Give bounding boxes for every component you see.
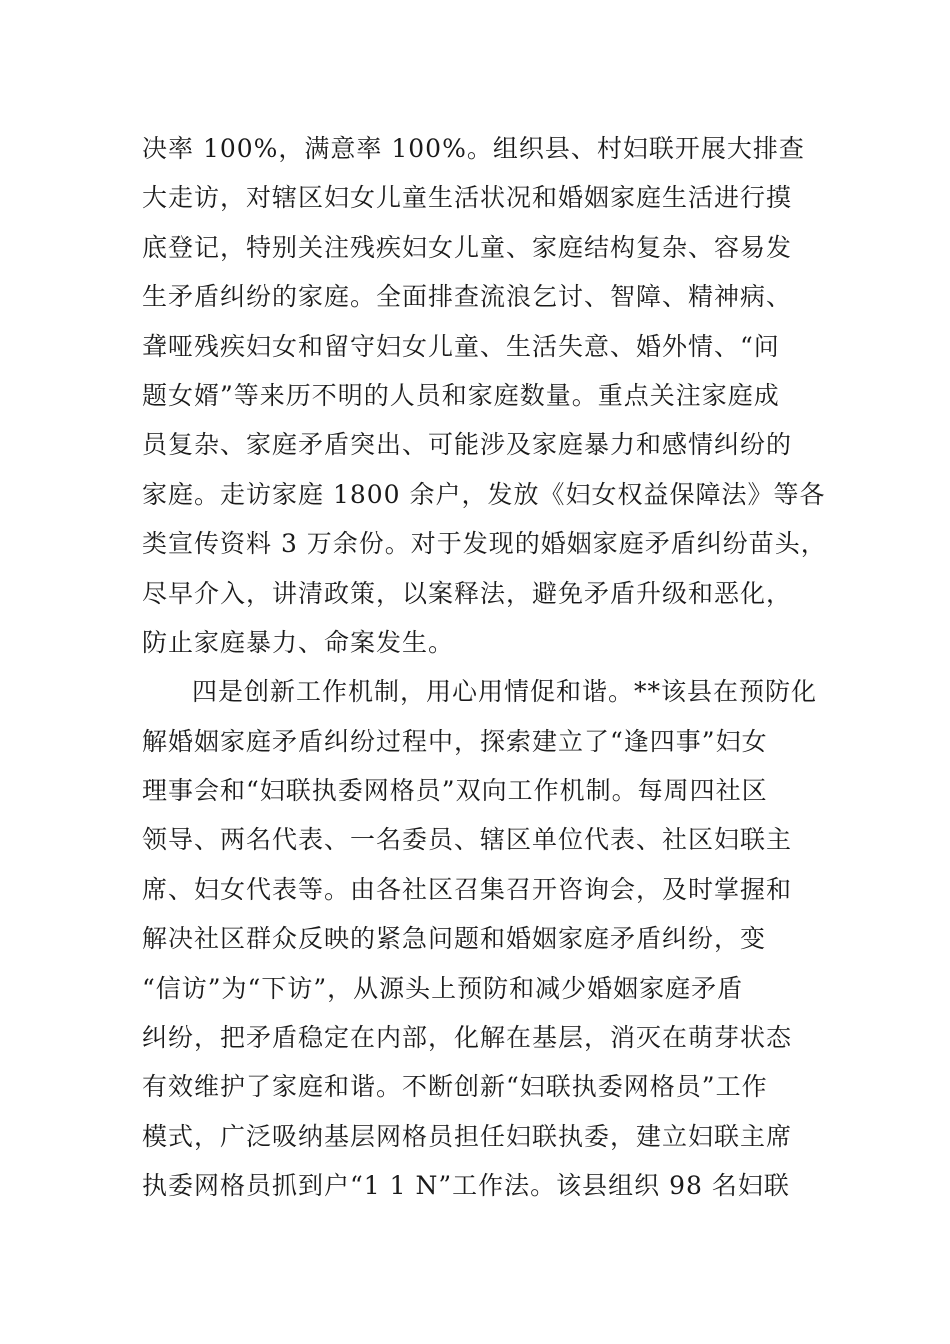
text-line: 纠纷，把矛盾稳定在内部，化解在基层，消灭在萌芽状态 [142, 1023, 793, 1053]
text-line: 防止家庭暴力、命案发生。 [142, 627, 455, 657]
body-text [142, 124, 842, 1211]
text-line: 有效维护了家庭和谐。不断创新“妇联执委网格员”工作 [142, 1072, 768, 1102]
text-line: 生矛盾纠纷的家庭。全面排查流浪乞讨、智障、精神病、 [142, 282, 793, 312]
text-line: 理事会和“妇联执委网格员”双向工作机制。每周四社区 [142, 776, 768, 806]
paragraph-start-line: 四是创新工作机制，用心用情促和谐。**该县在预防化 [192, 677, 818, 707]
text-line: 员复杂、家庭矛盾突出、可能涉及家庭暴力和感情纠纷的 [142, 430, 793, 460]
text-line: “信访”为“下访”，从源头上预防和减少婚姻家庭矛盾 [142, 973, 744, 1003]
text-line: 家庭。走访家庭 1800 余户，发放《妇女权益保障法》等各 [142, 479, 826, 509]
text-line: 席、妇女代表等。由各社区召集召开咨询会，及时掌握和 [142, 874, 793, 904]
text-line: 领导、两名代表、一名委员、辖区单位代表、社区妇联主 [142, 825, 793, 855]
text-line: 执委网格员抓到户“1 1 N”工作法。该县组织 98 名妇联 [142, 1171, 790, 1201]
text-line: 聋哑残疾妇女和留守妇女儿童、生活失意、婚外情、“问 [142, 331, 780, 361]
text-line: 尽早介入，讲清政策，以案释法，避免矛盾升级和恶化， [142, 578, 793, 608]
text-line: 模式，广泛吸纳基层网格员担任妇联执委，建立妇联主席 [142, 1121, 793, 1151]
text-line: 解决社区群众反映的紧急问题和婚姻家庭矛盾纠纷，变 [142, 924, 767, 954]
text-line: 底登记，特别关注残疾妇女儿童、家庭结构复杂、容易发 [142, 232, 793, 262]
text-line: 大走访，对辖区妇女儿童生活状况和婚姻家庭生活进行摸 [142, 183, 793, 213]
text-line: 决率 100%，满意率 100%。组织县、村妇联开展大排查 [142, 134, 805, 163]
text-line: 类宣传资料 3 万余份。对于发现的婚姻家庭矛盾纠纷苗头， [142, 529, 827, 559]
text-line: 解婚姻家庭矛盾纠纷过程中，探索建立了“逢四事”妇女 [142, 726, 768, 756]
text-line: 题女婿”等来历不明的人员和家庭数量。重点关注家庭成 [142, 380, 780, 410]
